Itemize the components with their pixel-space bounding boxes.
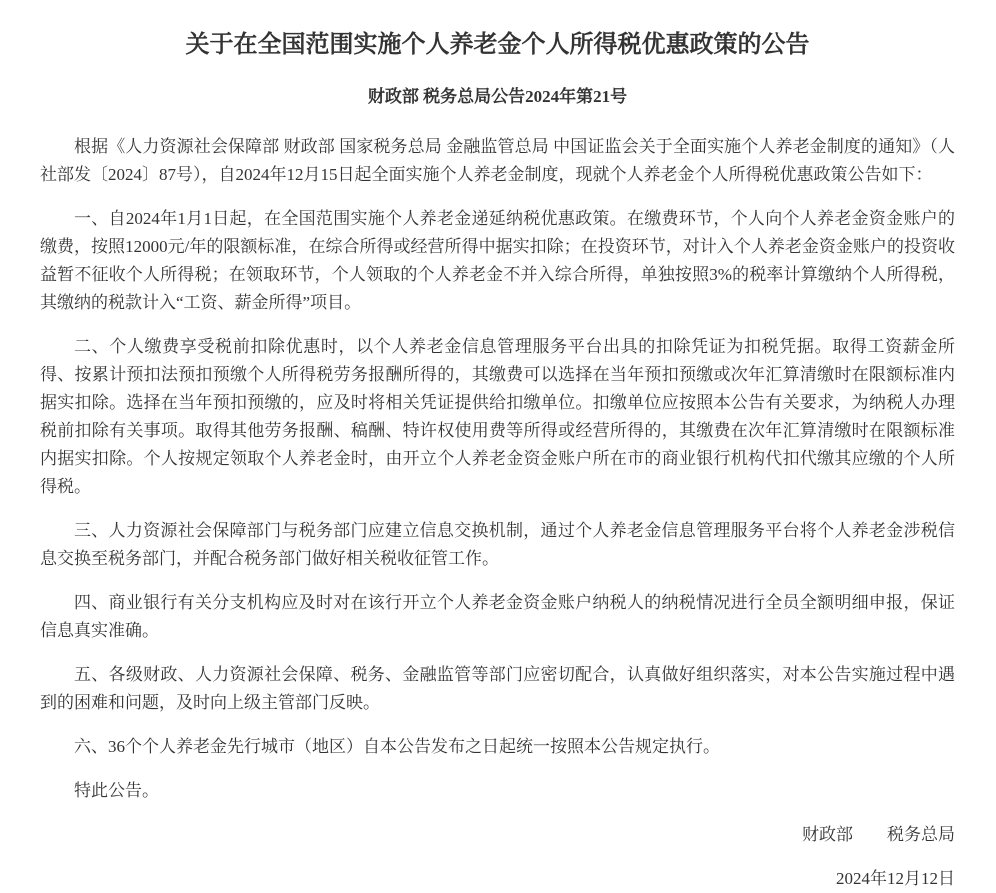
- date-line: 2024年12月12日: [836, 869, 955, 888]
- paragraph-closing: 特此公告。: [74, 781, 159, 800]
- paragraph-item-5: 五、各级财政、人力资源社会保障、税务、金融监管等部门应密切配合，认真做好组织落实，对本公告实施过程中遇到的困难和问题，及时向上级主管部门反映。: [40, 665, 955, 712]
- announcement-body: [40, 133, 955, 893]
- paragraph-item-6: 六、36个个人养老金先行城市（地区）自本公告发布之日起统一按照本公告规定执行。: [74, 737, 720, 756]
- paragraph-item-4: 四、商业银行有关分支机构应及时对在该行开立个人养老金资金账户纳税人的纳税情况进行全员全额明细申报，保证信息真实准确。: [40, 593, 955, 640]
- paragraph-item-3: 三、人力资源社会保障部门与税务部门应建立信息交换机制，通过个人养老金信息管理服务平台将个人养老金涉税信息交换至税务部门，并配合税务部门做好相关税收征管工作。: [40, 521, 955, 568]
- doc-number: 财政部 税务总局公告2024年第21号: [367, 87, 628, 106]
- paragraph-intro: 根据《人力资源社会保障部 财政部 国家税务总局 金融监管总局 中国证监会关于全面实施个人养老金制度的通知》（人社部发〔2024〕87号），自2024年12月15日起全面实施个人养老金制度，现就个人养老金个人所得税优惠政策公告如下：: [40, 137, 955, 184]
- paragraph-item-2: 二、个人缴费享受税前扣除优惠时，以个人养老金信息管理服务平台出具的扣除凭证为扣税凭据。取得工资薪金所得、按累计预扣法预扣预缴个人所得税劳务报酬所得的，其缴费可以选择在当年预扣预缴或次年汇算清缴时在限额标准内据实扣除。选择在当年预扣预缴的，应及时将相关凭证提供给扣缴单位。扣缴单位应按照本公告有关要求，为纳税人办理税前扣除有关事项。取得其他劳务报酬、稿酬、特许权使用费等所得或经营所得的，其缴费在次年汇算清缴时在限额标准内据实扣除。个人按规定领取个人养老金时，由开立个人养老金资金账户所在市的商业银行机构代扣代缴其应缴的个人所得税。: [40, 337, 955, 496]
- signature-line: 财政部 税务总局: [802, 825, 955, 844]
- page-title: 关于在全国范围实施个人养老金个人所得税优惠政策的公告: [185, 31, 810, 58]
- paragraph-item-1: 一、自2024年1月1日起，在全国范围实施个人养老金递延纳税优惠政策。在缴费环节，个人向个人养老金资金账户的缴费，按照12000元/年的限额标准，在综合所得或经营所得中据实扣除；在投资环节，对计入个人养老金资金账户的投资收益暂不征收个人所得税；在领取环节，个人领取的个人养老金不并入综合所得，单独按照3%的税率计算缴纳个人所得税，其缴纳的税款计入“工资、薪金所得”项目。: [40, 209, 955, 312]
